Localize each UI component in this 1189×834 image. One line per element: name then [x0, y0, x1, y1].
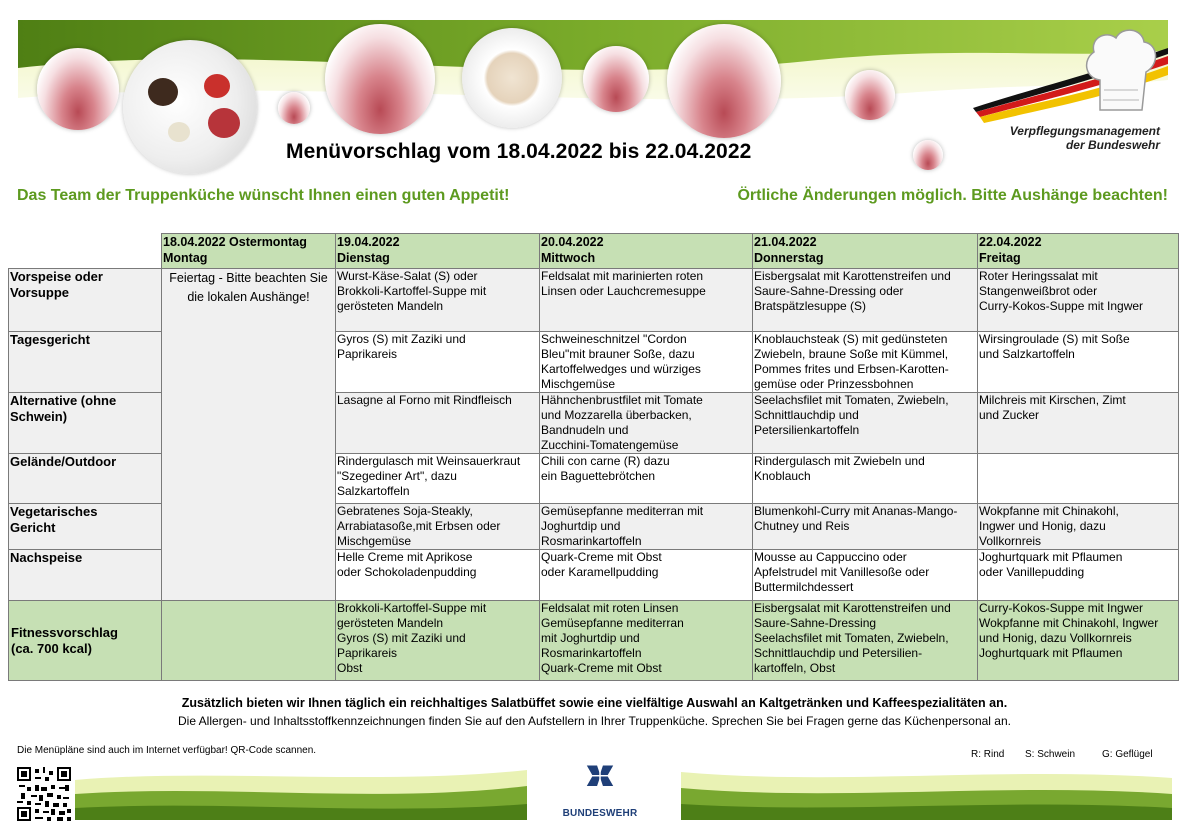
menu-cell: Eisbergsalat mit Karottenstreifen und Saure-Sahne-Dressing Seelachsfilet mit Tomaten, Zwiebeln, Schnittlauchdip und Petersilien- kartoffeln, Obst	[753, 601, 978, 681]
menu-cell: Wurst-Käse-Salat (S) oder Brokkoli-Kartoffel-Suppe mit gerösteten Mandeln	[336, 269, 540, 332]
row-label-tagesgericht: Tagesgericht	[9, 332, 162, 393]
decor-bubble	[325, 24, 435, 134]
footer-band-left	[75, 764, 527, 820]
menu-table	[8, 233, 1179, 681]
menu-cell: Milchreis mit Kirschen, Zimt und Zucker	[978, 393, 1179, 454]
day-header-row	[9, 234, 1179, 269]
menu-cell	[978, 454, 1179, 504]
menu-cell: Blumenkohl-Curry mit Ananas-Mango- Chutney und Reis	[753, 504, 978, 550]
menu-cell: Gyros (S) mit Zaziki und Paprikareis	[336, 332, 540, 393]
chef-hat-logo-icon	[1080, 20, 1160, 120]
table-row	[9, 601, 1179, 681]
menu-cell: Curry-Kokos-Suppe mit Ingwer Wokpfanne mit Chinakohl, Ingwer und Honig, dazu Vollkornreis Joghurtquark mit Pflaumen	[978, 601, 1179, 681]
decor-bubble	[583, 46, 649, 112]
bundeswehr-label: BUNDESWEHR	[562, 808, 638, 819]
day-header-tuesday: 19.04.2022 Dienstag	[336, 234, 540, 269]
menu-cell: Rindergulasch mit Weinsauerkraut "Szegediner Art", dazu Salzkartoffeln	[336, 454, 540, 504]
menu-cell: Gebratenes Soja-Steakly, Arrabiatasoße,mit Erbsen oder Mischgemüse	[336, 504, 540, 550]
bundeswehr-cross-icon	[560, 764, 640, 808]
allergen-note: Die Allergen- und Inhaltsstoffkennzeichnungen finden Sie auf den Aufstellern in Ihrer Truppenküche. Sprechen Sie bei Fragen gerne das Küchenpersonal an.	[177, 714, 1011, 728]
menu-cell: Rindergulasch mit Zwiebeln und Knoblauch	[753, 454, 978, 504]
decor-bubble	[667, 24, 781, 138]
decor-bubble	[913, 140, 943, 170]
day-header-monday: 18.04.2022 Ostermontag Montag	[162, 234, 336, 269]
menu-cell: Mousse au Cappuccino oder Apfelstrudel mit Vanillesoße oder Buttermilchdessert	[753, 550, 978, 601]
decor-bubble	[278, 92, 310, 124]
row-label-vorspeise: Vorspeise oder Vorsuppe	[9, 269, 162, 332]
logo-line-2: der Bundeswehr	[1065, 138, 1160, 152]
decor-bubble	[37, 48, 119, 130]
row-label-gelaende: Gelände/Outdoor	[9, 454, 162, 504]
menu-cell: Chili con carne (R) dazu ein Baguettebrötchen	[540, 454, 753, 504]
logo-line-1: Verpflegungsmanagement	[1009, 124, 1160, 138]
legend-schwein: S: Schwein	[1025, 749, 1076, 760]
legend-gefluegel: G: Geflügel	[1102, 749, 1153, 760]
internet-note: Die Menüpläne sind auch im Internet verfügbar! QR-Code scannen.	[17, 745, 317, 756]
footer-band-right	[681, 764, 1172, 820]
cappuccino-image	[462, 28, 562, 128]
menu-cell: Lasagne al Forno mit Rindfleisch	[336, 393, 540, 454]
table-row	[9, 269, 1179, 332]
holiday-note: Feiertag - Bitte beachten Sie die lokalen Aushänge!	[162, 269, 336, 601]
day-header-thursday: 21.04.2022 Donnerstag	[753, 234, 978, 269]
decor-bubble	[845, 70, 895, 120]
menu-cell: Gemüsepfanne mediterran mit Joghurtdip und Rosmarinkartoffeln	[540, 504, 753, 550]
menu-cell: Knoblauchsteak (S) mit gedünsteten Zwiebeln, braune Soße mit Kümmel, Pommes frites und Erbsen-Karotten- gemüse oder Prinzessbohnen	[753, 332, 978, 393]
verpflegungsmanagement-logo	[990, 124, 1160, 152]
food-plate-detail	[208, 108, 240, 138]
menu-cell: Roter Heringssalat mit Stangenweißbrot oder Curry-Kokos-Suppe mit Ingwer	[978, 269, 1179, 332]
greeting-right: Örtliche Änderungen möglich. Bitte Aushänge beachten!	[737, 187, 1168, 204]
row-label-vegetarisch: Vegetarisches Gericht	[9, 504, 162, 550]
menu-cell: Schweineschnitzel "Cordon Bleu"mit brauner Soße, dazu Kartoffelwedges und würziges Mischgemüse	[540, 332, 753, 393]
fitness-blank-cell	[162, 601, 336, 681]
greeting-left: Das Team der Truppenküche wünscht Ihnen einen guten Appetit!	[17, 187, 510, 204]
food-plate-detail	[204, 74, 230, 98]
menu-cell: Feldsalat mit roten Linsen Gemüsepfanne mediterran mit Joghurtdip und Rosmarinkartoffeln Quark-Creme mit Obst	[540, 601, 753, 681]
salad-buffet-note: Zusätzlich bieten wir Ihnen täglich ein reichhaltiges Salatbüffet sowie eine vielfältige Auswahl an Kaltgetränken und Kaffeespezialitäten an.	[181, 696, 1008, 710]
row-label-alternative: Alternative (ohne Schwein)	[9, 393, 162, 454]
food-plate-detail	[168, 122, 190, 142]
day-header-wednesday: 20.04.2022 Mittwoch	[540, 234, 753, 269]
menu-cell: Feldsalat mit marinierten roten Linsen oder Lauchcremesuppe	[540, 269, 753, 332]
menu-cell: Wirsingroulade (S) mit Soße und Salzkartoffeln	[978, 332, 1179, 393]
menu-cell: Wokpfanne mit Chinakohl, Ingwer und Honig, dazu Vollkornreis	[978, 504, 1179, 550]
food-plate-detail	[148, 78, 178, 106]
menu-cell: Brokkoli-Kartoffel-Suppe mit gerösteten Mandeln Gyros (S) mit Zaziki und Paprikareis Obst	[336, 601, 540, 681]
row-label-fitness: Fitnessvorschlag (ca. 700 kcal)	[9, 601, 162, 681]
qr-code-icon[interactable]	[17, 767, 71, 821]
page-title: Menüvorschlag vom 18.04.2022 bis 22.04.2022	[286, 140, 752, 163]
header-corner	[9, 234, 162, 269]
menu-cell: Hähnchenbrustfilet mit Tomate und Mozzarella überbacken, Bandnudeln und Zucchini-Tomatengemüse	[540, 393, 753, 454]
menu-cell: Eisbergsalat mit Karottenstreifen und Saure-Sahne-Dressing oder Bratspätzlesuppe (S)	[753, 269, 978, 332]
legend-rind: R: Rind	[971, 749, 1005, 760]
day-header-friday: 22.04.2022 Freitag	[978, 234, 1179, 269]
menu-cell: Seelachsfilet mit Tomaten, Zwiebeln, Schnittlauchdip und Petersilienkartoffeln	[753, 393, 978, 454]
menu-cell: Helle Creme mit Aprikose oder Schokoladenpudding	[336, 550, 540, 601]
menu-cell: Joghurtquark mit Pflaumen oder Vanillepudding	[978, 550, 1179, 601]
menu-cell: Quark-Creme mit Obst oder Karamellpudding	[540, 550, 753, 601]
food-plate-image	[123, 40, 257, 174]
row-label-nachspeise: Nachspeise	[9, 550, 162, 601]
